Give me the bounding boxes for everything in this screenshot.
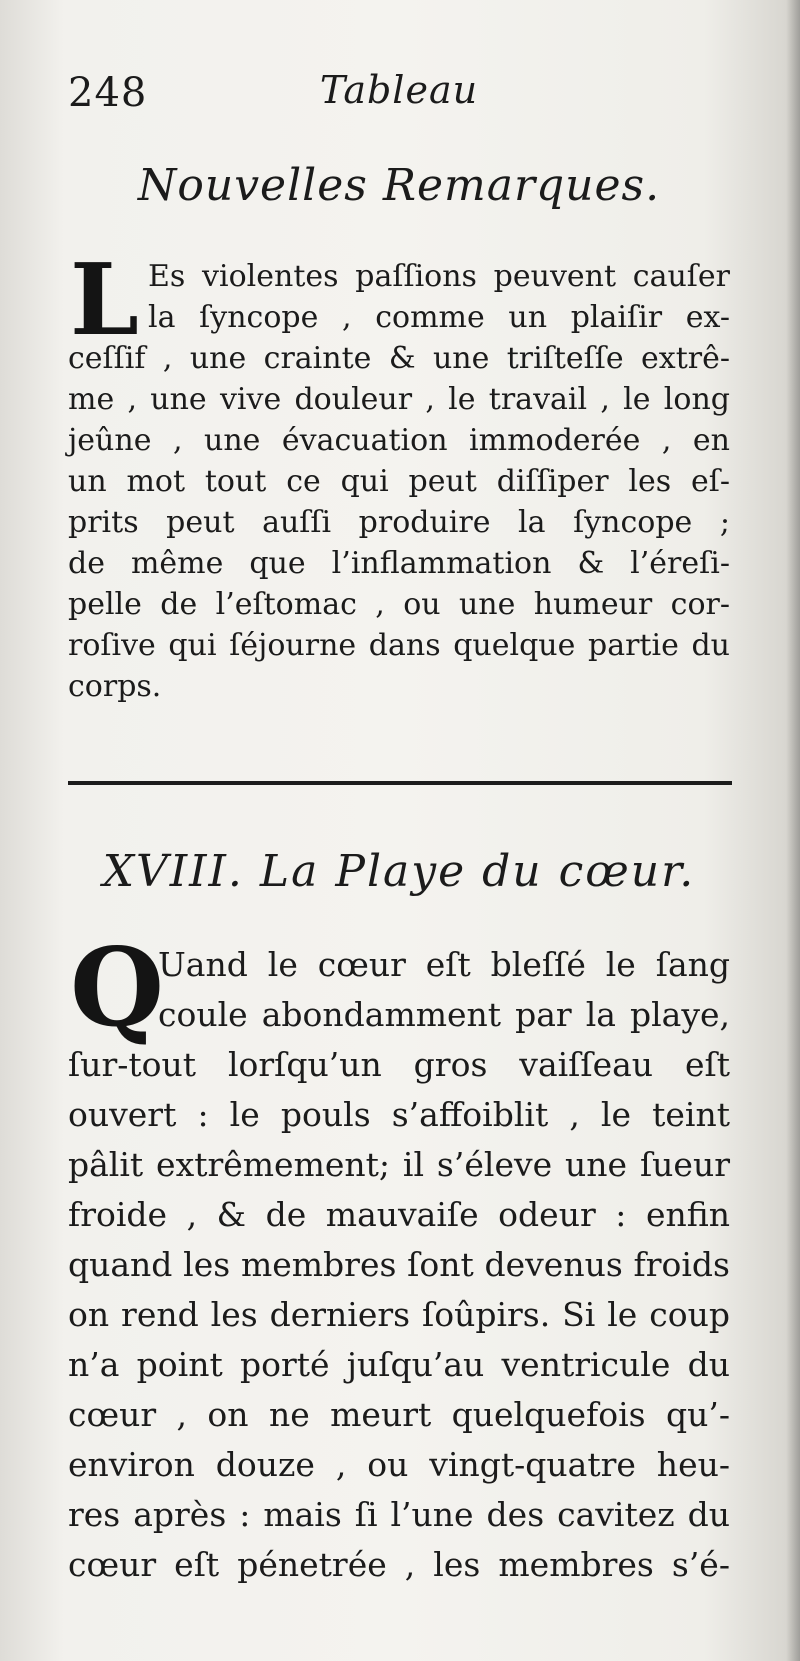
drop-cap-l: L xyxy=(70,243,139,358)
paragraph-nouvelles-remarques xyxy=(68,256,730,707)
text-line: Es violentes paſſions peuvent cauſer xyxy=(148,259,730,294)
text-line: on rend les derniers ſoûpirs. Si le coup xyxy=(68,1295,730,1334)
section-title-playe-du-coeur: XVIII. La Playe du cœur. xyxy=(102,846,696,897)
text-line: un mot tout ce qui peut diſſiper les eſ- xyxy=(68,464,730,499)
text-line: res après : mais ſi l’une des cavitez du xyxy=(68,1495,730,1534)
text-line: cœur eſt pénetrée , les membres s’é- xyxy=(68,1545,730,1584)
page-number: 248 xyxy=(68,70,148,116)
text-line: prits peut auſſi produire la ſyncope ; xyxy=(68,505,730,540)
page-edge-shadow xyxy=(786,0,800,1661)
text-line: pelle de l’eſtomac , ou une humeur cor- xyxy=(68,587,730,622)
section-divider-rule xyxy=(68,781,732,785)
drop-cap-q: Q xyxy=(70,925,165,1051)
text-line: me , une vive douleur , le travail , le long xyxy=(68,382,730,417)
text-line: cœur , on ne meurt quelquefois qu’- xyxy=(68,1395,730,1434)
text-line: quand les membres ſont devenus froids xyxy=(68,1245,730,1284)
text-line: ceſſif , une crainte & une triſteſſe extrê- xyxy=(68,341,730,376)
text-line: coule abondamment par la playe, xyxy=(158,995,730,1034)
page-header xyxy=(68,60,730,120)
text-line: de même que l’inflammation & l’éreſi- xyxy=(68,546,730,581)
text-line: ouvert : le pouls s’affoiblit , le teint xyxy=(68,1095,730,1134)
text-line: n’a point porté juſqu’au ventricule du xyxy=(68,1345,730,1384)
text-line: la ſyncope , comme un plaiſir ex- xyxy=(148,300,730,335)
text-line: pâlit extrêmement; il s’éleve une ſueur xyxy=(68,1145,730,1184)
text-line: environ douze , ou vingt-quatre heu- xyxy=(68,1445,730,1484)
paragraph-playe-du-coeur xyxy=(68,940,730,1590)
text-line: roſive qui ſéjourne dans quelque partie du xyxy=(68,628,730,663)
text-line: corps. xyxy=(68,669,162,704)
text-line: froide , & de mauvaiſe odeur : enfin xyxy=(68,1195,730,1234)
section-title-nouvelles-remarques: Nouvelles Remarques. xyxy=(137,160,661,211)
text-line: Uand le cœur eſt bleſſé le ſang xyxy=(158,945,730,984)
running-title: Tableau xyxy=(319,68,479,112)
text-line: ſur-tout lorſqu’un gros vaiſſeau eſt xyxy=(68,1045,730,1084)
text-line: jeûne , une évacuation immoderée , en xyxy=(68,423,730,458)
